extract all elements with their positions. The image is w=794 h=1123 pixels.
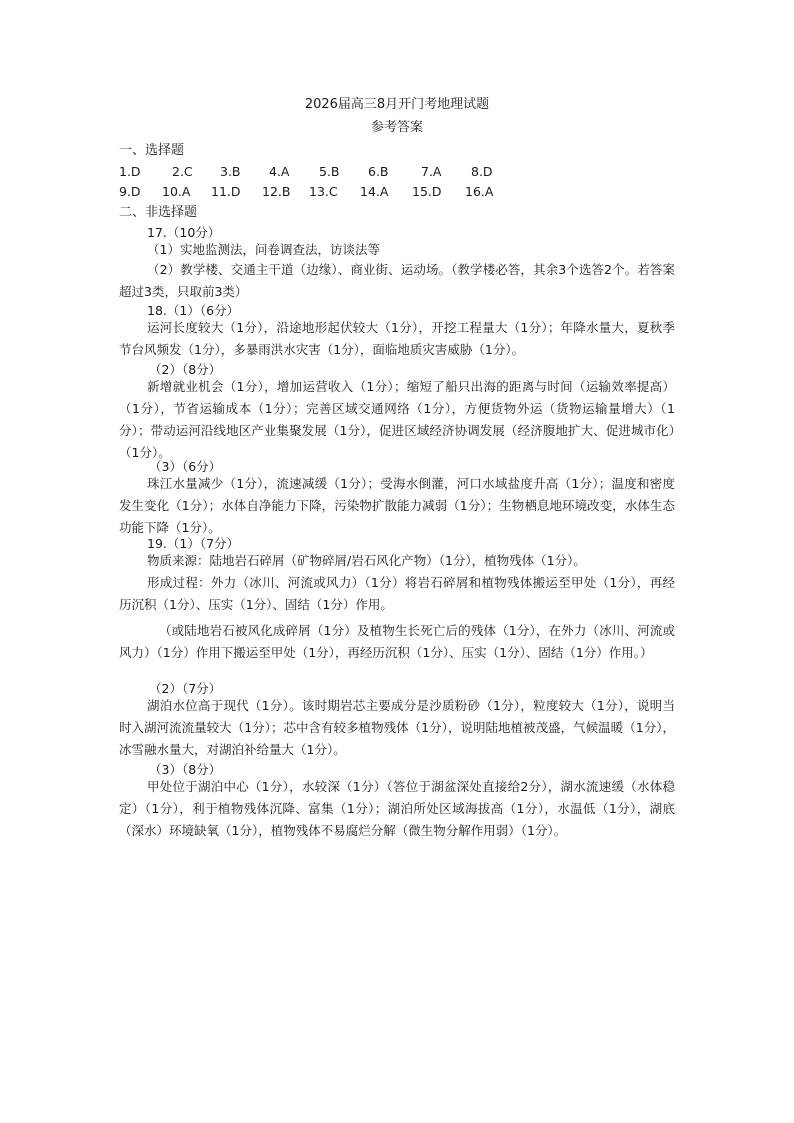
page-title: 2026届高三8月开门考地理试题 [304, 97, 490, 112]
q19-part3-answer: 甲处位于湖泊中心（1分），水较深（1分）（答位于湖盆深处直接给2分），湖水流速缓（水体稳定）（1分），利于植物残体沉降、富集（1分）；湖泊所处区域海拔高（1分），水温低（1分），湖底（深水）环境缺氧（1分），植物残体不易腐烂分解（微生物分解作用弱）（1分）。 [119, 779, 675, 838]
section-choice-heading: 一、选择题 [119, 143, 185, 158]
answer-item: 12.B [262, 184, 291, 199]
answer-item: 3.B [220, 164, 241, 179]
q17-answer-1: （1）实地监测法，问卷调查法，访谈法等 [147, 242, 380, 257]
answer-item: 1.D [119, 164, 141, 179]
answer-item: 2.C [172, 164, 193, 179]
answer-item: 13.C [309, 184, 338, 199]
q19-part1-label: 19.（1）（7分） [147, 536, 240, 551]
answer-item: 9.D [119, 184, 141, 199]
q19-part1-process: 形成过程：外力（冰川、河流或风力）（1分）将岩石碎屑和植物残体搬运至甲处（1分），再经历沉积（1分）、压实（1分）、固结（1分）作用。 [119, 575, 675, 612]
q18-part2-answer: 新增就业机会（1分），增加运营收入（1分）；缩短了船只出海的距离与时间（运输效率提高）（1分），节省运输成本（1分）；完善区域交通网络（1分），方便货物外运（货物运输量增大）（1分）；带动运河沿线地区产业集聚发展（1分），促进区域经济协调发展（经济腹地扩大、促进城市化）（1分）。 [119, 379, 675, 460]
answer-item: 4.A [269, 164, 290, 179]
answer-item: 10.A [162, 184, 191, 199]
answer-item: 7.A [421, 164, 442, 179]
q17-label: 17.（10分） [147, 225, 221, 240]
q18-part1-label: 18.（1）（6分） [147, 303, 240, 318]
q19-part3-label: （3）（8分） [149, 762, 222, 777]
answer-item: 15.D [412, 184, 442, 199]
q19-part1-alternative: （或陆地岩石被风化成碎屑（1分）及植物生长死亡后的残体（1分），在外力（冰川、河流或风力）（1分）作用下搬运至甲处（1分），再经历沉积（1分）、压实（1分）、固结（1分）作用。） [119, 623, 675, 660]
q18-part1-answer: 运河长度较大（1分），沿途地形起伏较大（1分），开挖工程量大（1分）；年降水量大，夏秋季节台风频发（1分），多暴雨洪水灾害（1分），面临地质灾害威胁（1分）。 [119, 320, 675, 357]
answer-item: 5.B [319, 164, 340, 179]
section-nonchoice-heading: 二、非选择题 [119, 205, 198, 220]
q19-part2-answer: 湖泊水位高于现代（1分）。该时期岩芯主要成分是沙质粉砂（1分），粒度较大（1分），说明当时入湖河流流量较大（1分）；芯中含有较多植物残体（1分），说明陆地植被茂盛，气候温暖（1分），冰雪融水量大，对湖泊补给量大（1分）。 [119, 698, 675, 757]
q17-answer-2: （2）教学楼、交通主干道（边缘）、商业街、运动场。（教学楼必答，其余3个选答2个。若答案超过3类，只取前3类） [119, 262, 675, 299]
q19-part2-label: （2）（7分） [149, 681, 222, 696]
q19-part1-source: 物质来源：陆地岩石碎屑（矿物碎屑/岩石风化产物）（1分），植物残体（1分）。 [147, 553, 586, 568]
q18-part3-label: （3）（6分） [149, 459, 222, 474]
answer-item: 6.B [368, 164, 389, 179]
q18-part3-answer: 珠江水量减少（1分），流速减缓（1分）；受海水倒灌，河口水域盐度升高（1分）；温度和密度发生变化（1分）；水体自净能力下降，污染物扩散能力减弱（1分）；生物栖息地环境改变，水体生态功能下降（1分）。 [119, 476, 675, 535]
page-subtitle: 参考答案 [370, 120, 423, 135]
answer-item: 11.D [211, 184, 241, 199]
answer-item: 14.A [360, 184, 389, 199]
answer-item: 16.A [465, 184, 494, 199]
q18-part2-label: （2）（8分） [149, 362, 222, 377]
answer-item: 8.D [471, 164, 493, 179]
